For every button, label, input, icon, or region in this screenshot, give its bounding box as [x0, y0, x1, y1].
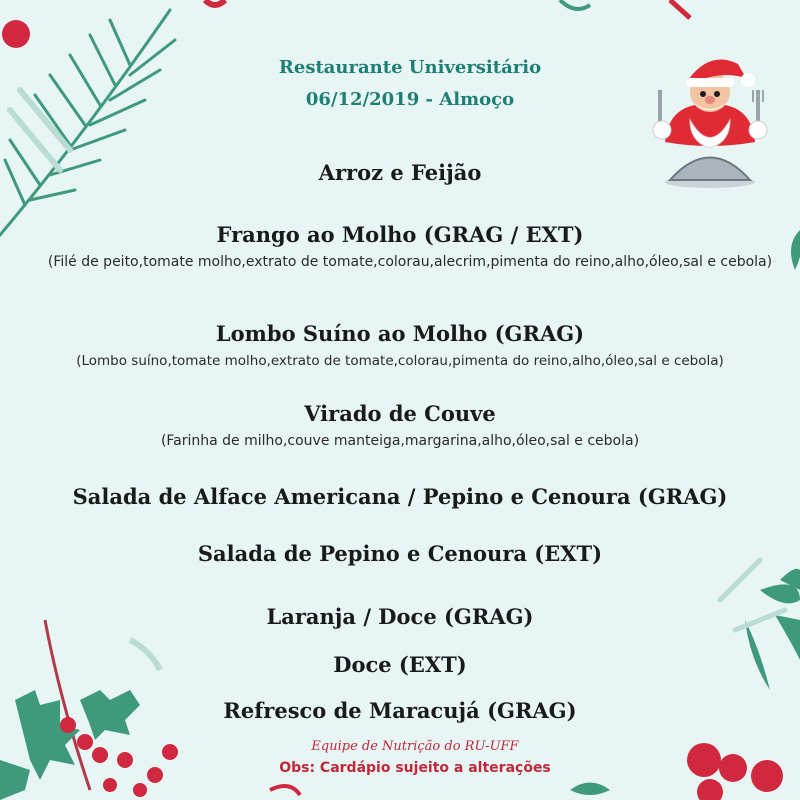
menu-item-description: (Farinha de milho,couve manteiga,margarina,alho,óleo,sal e cebola): [160, 433, 640, 449]
menu-item-description: (Lombo suíno,tomate molho,extrato de tomate,colorau,pimenta do reino,alho,óleo,sal e cebola): [76, 353, 724, 369]
berry-icon: [2, 20, 30, 48]
menu-item: Lombo Suíno ao Molho (GRAG): [215, 321, 585, 346]
meal-type: Almoço: [439, 89, 515, 110]
menu-item: Doce (EXT): [333, 652, 467, 677]
restaurant-title: Restaurante Universitário: [278, 57, 542, 78]
menu-item: Frango ao Molho (GRAG / EXT): [216, 222, 584, 247]
menu-date: 06/12/2019: [305, 89, 420, 110]
menu-item: Arroz e Feijão: [318, 160, 482, 185]
menu-item: Refresco de Maracujá (GRAG): [223, 698, 577, 723]
pine-branch-icon: [0, 10, 175, 235]
nutrition-team-credit: Equipe de Nutrição do RU-UFF: [311, 739, 519, 754]
menu-item: Virado de Couve: [304, 401, 496, 426]
header-separator: -: [425, 89, 433, 110]
menu-change-notice: Obs: Cardápio sujeito a alterações: [279, 760, 551, 776]
menu-item: Salada de Pepino e Cenoura (EXT): [197, 541, 603, 566]
meal-date-line: [0, 89, 800, 110]
menu-item: Salada de Alface Americana / Pepino e Cenoura (GRAG): [72, 484, 728, 509]
menu-item-description: (Filé de peito,tomate molho,extrato de tomate,colorau,alecrim,pimenta do reino,alho,óleo,sal e cebola): [47, 254, 773, 270]
menu-item: Laranja / Doce (GRAG): [266, 604, 534, 629]
